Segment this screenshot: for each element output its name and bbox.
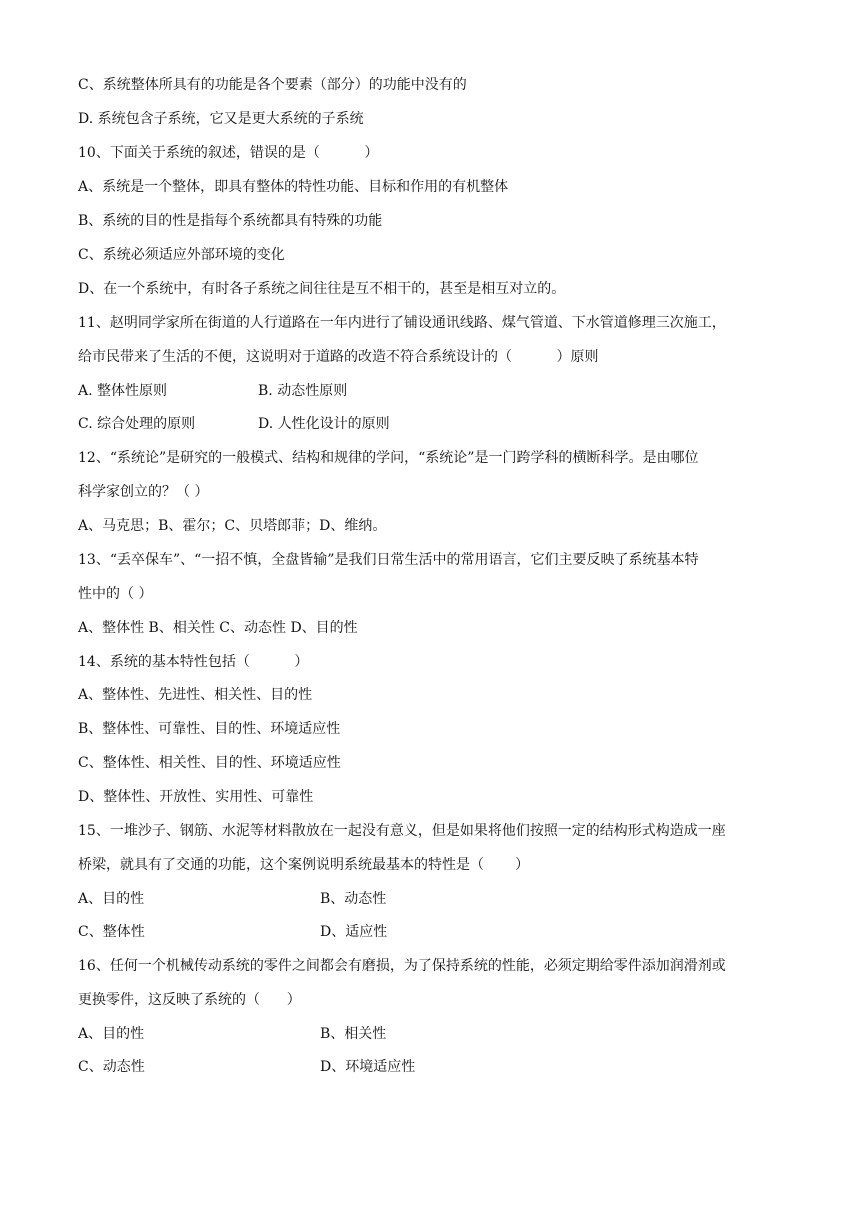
q11-option-a: A. 整体性原则 [78,383,168,399]
q15-stem-line2: 桥梁，就具有了交通的功能，这个案例说明系统最基本的特性是（ ） [78,857,530,873]
q14-stem: 14、系统的基本特性包括（ ） [78,654,309,670]
q16-option-c: C、动态性 [78,1059,145,1075]
q12-stem-line1: 12、“系统论”是研究的一般模式、结构和规律的学问，“系统论”是一门跨学科的横断科学。是由哪位 [78,450,699,466]
q11-stem-line2: 给市民带来了生活的不便，这说明对于道路的改造不符合系统设计的（ ）原则 [78,349,599,365]
q10-option-c: C、系统必须适应外部环境的变化 [78,247,285,263]
q13-options: A、整体性 B、相关性 C、动态性 D、目的性 [78,620,358,636]
q15-option-a: A、目的性 [78,891,145,907]
q9-option-d: D. 系统包含子系统，它又是更大系统的子系统 [78,111,364,127]
q16-option-b: B、相关性 [320,1026,387,1042]
q13-stem-line1: 13、“丢卒保车”、“一招不慎，全盘皆输”是我们日常生活中的常用语言，它们主要反映了系统基本特 [78,552,699,568]
q10-option-d: D、在一个系统中，有时各子系统之间往往是互不相干的，甚至是相互对立的。 [78,281,566,297]
q16-stem-line2: 更换零件，这反映了系统的（ ） [78,992,301,1008]
q15-option-b: B、动态性 [320,891,387,907]
q10-stem: 10、下面关于系统的叙述，错误的是（ ） [78,145,379,161]
q15-stem-line1: 15、一堆沙子、钢筋、水泥等材料散放在一起没有意义，但是如果将他们按照一定的结构形式构造成一座 [78,823,726,839]
q16-option-a: A、目的性 [78,1026,145,1042]
q16-option-d: D、环境适应性 [320,1059,416,1075]
q13-stem-line2: 性中的（ ） [78,586,153,602]
q11-option-b: B. 动态性原则 [258,383,348,399]
q12-options: A、马克思；B、霍尔；C、贝塔郎菲；D、维纳。 [78,518,387,534]
q15-option-d: D、适应性 [320,924,388,940]
q14-option-b: B、整体性、可靠性、目的性、环境适应性 [78,721,341,737]
q14-option-a: A、整体性、先进性、相关性、目的性 [78,687,313,703]
q15-option-c: C、整体性 [78,924,145,940]
q16-stem-line1: 16、任何一个机械传动系统的零件之间都会有磨损，为了保持系统的性能，必须定期给零件添加润滑剂或 [78,958,726,974]
q9-option-c: C、系统整体所具有的功能是各个要素（部分）的功能中没有的 [78,77,467,93]
q10-option-b: B、系统的目的性是指每个系统都具有特殊的功能 [78,213,383,229]
q10-option-a: A、系统是一个整体，即具有整体的特性功能、目标和作用的有机整体 [78,179,509,195]
q14-option-d: D、整体性、开放性、实用性、可靠性 [78,789,314,805]
q11-option-d: D. 人性化设计的原则 [258,416,390,432]
q11-option-c: C. 综合处理的原则 [78,416,196,432]
q11-stem-line1: 11、赵明同学家所在街道的人行道路在一年内进行了铺设通讯线路、煤气管道、下水管道修理三次施工， [78,315,726,331]
q14-option-c: C、整体性、相关性、目的性、环境适应性 [78,755,341,771]
q12-stem-line2: 科学家创立的？（ ） [78,484,209,500]
